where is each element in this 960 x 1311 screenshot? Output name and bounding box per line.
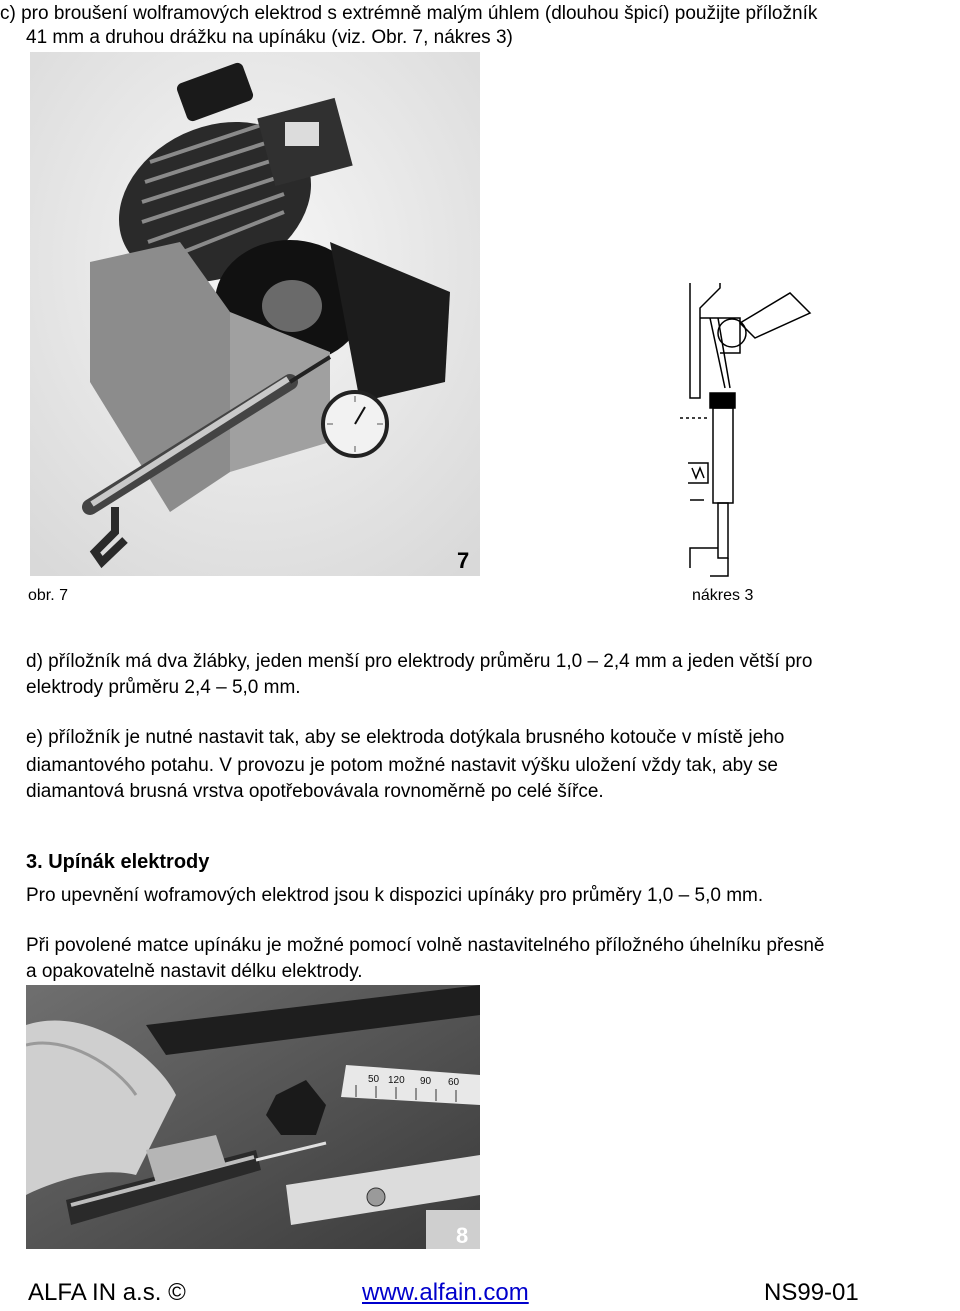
item-e-line-2: diamantového potahu. V provozu je potom možné nastavit výšku uložení vždy tak, aby se [26,755,778,776]
item-d-line-2: elektrody průměru 2,4 – 5,0 mm. [26,677,301,698]
drawing-3 [680,278,820,580]
drawing-3-caption: nákres 3 [692,587,754,604]
item-d-line-1: d) příložník má dva žlábky, jeden menší pro elektrody průměru 1,0 – 2,4 mm a jeden větší pro [26,651,813,672]
scale-label-1: 50 [368,1074,380,1085]
figure-7-number: 7 [457,548,470,573]
figure-8-number: 8 [456,1223,469,1248]
figure-8-photo [26,985,480,1249]
footer-doc-code: NS99-01 [764,1279,859,1306]
scale-label-4: 60 [448,1077,460,1088]
section-3-para-2-line-1: Při povolené matce upínáku je možné pomocí volně nastavitelného příložného úhelníku přesně [26,935,825,956]
item-e-line-1: e) příložník je nutné nastavit tak, aby se elektroda dotýkala brusného kotouče v místě jeho [26,727,785,748]
item-e-line-3: diamantová brusná vrstva opotřebovávala rovnoměrně po celé šířce. [26,781,604,802]
section-3-para-1: Pro upevnění woframových elektrod jsou k dispozici upínáky pro průměry 1,0 – 5,0 mm. [26,885,764,906]
footer-website-link[interactable]: www.alfain.com [362,1279,529,1306]
intro-line-1: c) pro broušení wolframových elektrod s extrémně malým úhlem (dlouhou špicí) použijte příložník [0,3,818,24]
section-3-para-2-line-2: a opakovatelně nastavit délku elektrody. [26,961,363,982]
intro-line-2: 41 mm a druhou drážku na upínáku (viz. Obr. 7, nákres 3) [26,27,513,48]
footer-company: ALFA IN a.s. © [28,1279,186,1306]
scale-label-3: 90 [420,1076,432,1087]
figure-7-photo [30,52,480,576]
scale-label-2: 120 [388,1075,405,1086]
section-3-heading: 3. Upínák elektrody [26,851,210,873]
figure-7-caption: obr. 7 [28,587,69,604]
